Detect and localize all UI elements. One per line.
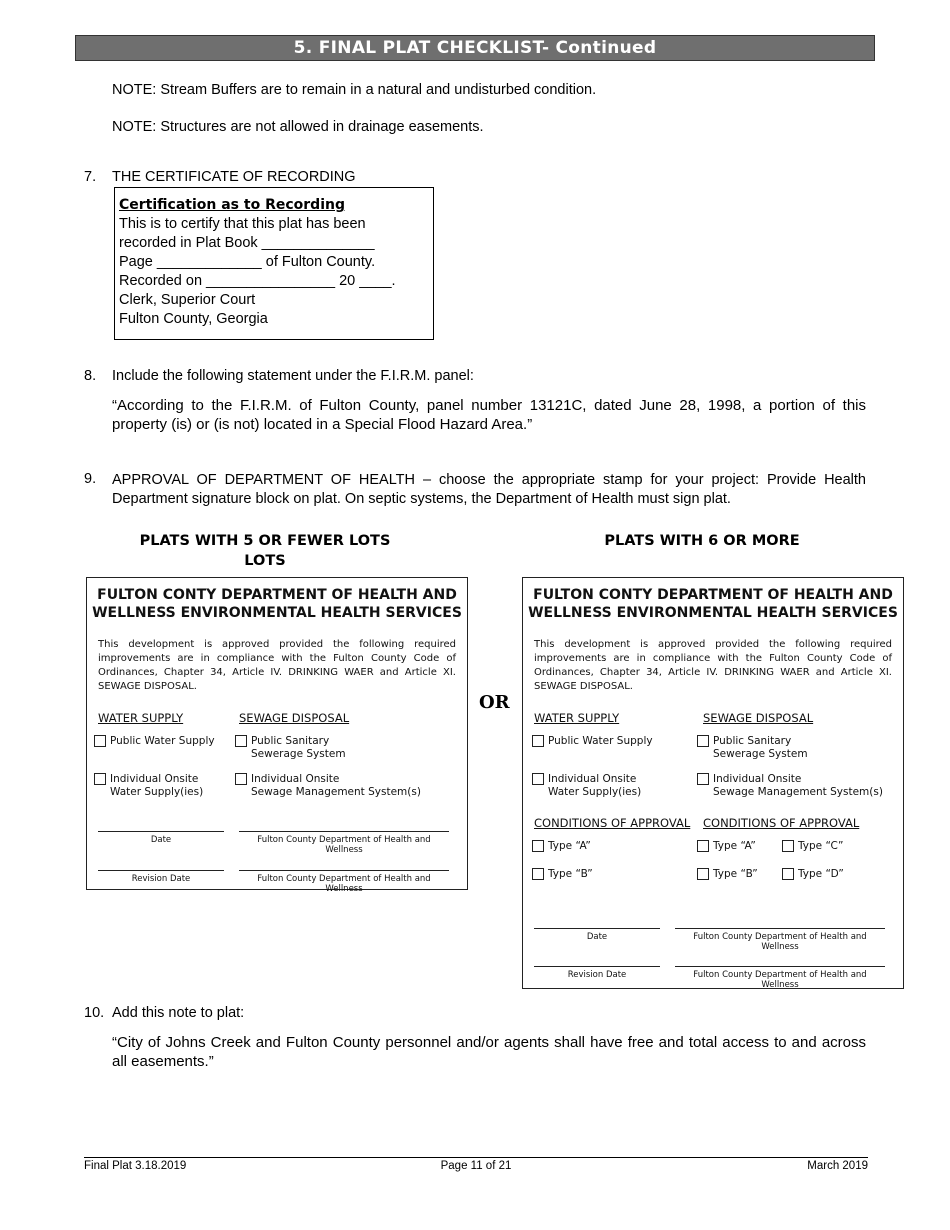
right-stamp-heading: PLATS WITH 6 OR MORE	[604, 533, 800, 549]
note-stream-buffers: NOTE: Stream Buffers are to remain in a natural and undisturbed condition.	[112, 82, 597, 98]
conditions-heading-sewage: CONDITIONS OF APPROVAL	[703, 816, 860, 830]
date-signature-line: Date	[98, 831, 224, 845]
checkbox[interactable]	[532, 735, 544, 747]
option-label-line: Individual Onsite	[548, 773, 637, 785]
page-header-bar	[75, 35, 875, 61]
option-label-line: Water Supply(ies)	[110, 786, 204, 798]
checkbox[interactable]	[697, 840, 709, 852]
option-label	[251, 735, 346, 761]
dept-signature-line: Fulton County Department of Health and Wellness	[239, 831, 449, 855]
public-sanitary-option[interactable]	[697, 735, 808, 761]
option-label-line: Sewerage System	[251, 748, 346, 760]
checkbox[interactable]	[697, 735, 709, 747]
cert-line: Recorded on ________________ 20 ____.	[119, 273, 396, 289]
item-9-text: APPROVAL OF DEPARTMENT OF HEALTH – choose the appropriate stamp for your project: Provide Health Department signature block on plat. On septic systems, the Department of Health must sign plat.	[112, 472, 866, 507]
option-label: Public Water Supply	[110, 735, 215, 747]
option-label: Type “A”	[548, 840, 591, 852]
item-8-quote: “According to the F.I.R.M. of Fulton County, panel number 13121C, dated June 28, 1998, a portion of this property (is) or (is not) located in a Special Flood Hazard Area.”	[112, 397, 866, 433]
dept-signature-line-2: Fulton County Department of Health and Wellness	[239, 870, 449, 894]
type-d-sewage-option[interactable]	[782, 868, 844, 881]
checkbox[interactable]	[532, 840, 544, 852]
type-c-sewage-option[interactable]	[782, 840, 844, 853]
cert-title: Certification as to Recording	[119, 197, 345, 213]
cert-line: Fulton County, Georgia	[119, 311, 268, 327]
option-label	[548, 773, 641, 799]
option-label-line: Individual Onsite	[713, 773, 802, 785]
item-8-heading: Include the following statement under the F.I.R.M. panel:	[112, 368, 474, 384]
individual-water-option[interactable]	[532, 773, 641, 799]
stamp-title	[523, 586, 903, 622]
sewage-disposal-heading: SEWAGE DISPOSAL	[239, 711, 350, 725]
page-title: 5. FINAL PLAT CHECKLIST- Continued	[293, 38, 657, 58]
footer-right: March 2019	[807, 1160, 868, 1172]
dept-signature-line: Fulton County Department of Health and Wellness	[675, 928, 885, 952]
stamp-body: This development is approved provided the following required improvements are in compliance with the Fulton County Code of Ordinances, Chapter 34, Article IV. DRINKING WAER and Article XI. SEWAGE DISPOSAL.	[98, 639, 456, 692]
date-signature-line: Date	[534, 928, 660, 942]
option-label-line: Sewage Management System(s)	[713, 786, 883, 798]
item-10-heading: Add this note to plat:	[112, 1005, 245, 1021]
individual-sewage-option[interactable]	[697, 773, 883, 799]
option-label-line: Individual Onsite	[110, 773, 199, 785]
checkbox[interactable]	[697, 868, 709, 880]
revision-date-line: Revision Date	[98, 870, 224, 884]
checkbox[interactable]	[782, 868, 794, 880]
checkbox[interactable]	[532, 773, 544, 785]
stamp-title-line2: WELLNESS ENVIRONMENTAL HEALTH SERVICES	[92, 605, 462, 621]
left-heading-line1: PLATS WITH 5 OR FEWER LOTS	[139, 533, 391, 549]
checkbox[interactable]	[235, 773, 247, 785]
option-label-line: Individual Onsite	[251, 773, 340, 785]
revision-date-line: Revision Date	[534, 966, 660, 980]
conditions-heading-water: CONDITIONS OF APPROVAL	[534, 816, 691, 830]
item-10-number: 10.	[84, 1005, 105, 1021]
option-label-line: Sewerage System	[713, 748, 808, 760]
option-label-line: Public Sanitary	[251, 735, 330, 747]
cert-line: recorded in Plat Book ______________	[119, 235, 375, 251]
stamp-title-line1: FULTON CONTY DEPARTMENT OF HEALTH AND	[97, 587, 457, 603]
public-water-option[interactable]	[532, 735, 653, 748]
type-b-sewage-option[interactable]	[697, 868, 758, 881]
footer-rule	[84, 1157, 868, 1158]
cert-line: Page _____________ of Fulton County.	[119, 254, 376, 270]
cert-line: Clerk, Superior Court	[119, 292, 256, 308]
option-label	[251, 773, 421, 799]
certificate-of-recording-box	[114, 187, 434, 340]
item-8-number: 8.	[84, 368, 97, 384]
water-supply-heading: WATER SUPPLY	[98, 711, 184, 725]
checkbox[interactable]	[94, 773, 106, 785]
option-label-line: Water Supply(ies)	[548, 786, 642, 798]
sewage-disposal-heading: SEWAGE DISPOSAL	[703, 711, 814, 725]
individual-water-option[interactable]	[94, 773, 203, 799]
public-water-option[interactable]	[94, 735, 215, 748]
cert-line: This is to certify that this plat has been	[119, 216, 366, 232]
item-7-heading: THE CERTIFICATE OF RECORDING	[112, 169, 356, 185]
option-label	[713, 773, 883, 799]
type-b-water-option[interactable]	[532, 868, 593, 881]
option-label: Type “D”	[798, 868, 844, 880]
option-label: Type “A”	[713, 840, 756, 852]
health-stamp-large	[522, 577, 904, 989]
stamp-title-line1: FULTON CONTY DEPARTMENT OF HEALTH AND	[533, 587, 893, 603]
item-9-number: 9.	[84, 471, 97, 487]
option-label: Public Water Supply	[548, 735, 653, 747]
left-heading-line2: LOTS	[244, 553, 286, 569]
checkbox[interactable]	[532, 868, 544, 880]
item-10-quote: “City of Johns Creek and Fulton County personnel and/or agents shall have free and total access to and across all easements.”	[112, 1034, 866, 1070]
stamp-title-line2: WELLNESS ENVIRONMENTAL HEALTH SERVICES	[528, 605, 898, 621]
footer-left: Final Plat 3.18.2019	[84, 1160, 187, 1172]
option-label: Type “B”	[713, 868, 758, 880]
public-sanitary-option[interactable]	[235, 735, 346, 761]
checkbox[interactable]	[782, 840, 794, 852]
note-structures: NOTE: Structures are not allowed in drainage easements.	[112, 119, 484, 135]
dept-signature-line-2: Fulton County Department of Health and Wellness	[675, 966, 885, 990]
option-label-line: Sewage Management System(s)	[251, 786, 421, 798]
option-label	[110, 773, 203, 799]
stamp-body: This development is approved provided the following required improvements are in compliance with the Fulton County Code of Ordinances, Chapter 34, Article IV. DRINKING WAER and Article XI. SEWAGE DISPOSAL.	[534, 639, 892, 692]
individual-sewage-option[interactable]	[235, 773, 421, 799]
item-7-number: 7.	[84, 169, 97, 185]
water-supply-heading: WATER SUPPLY	[534, 711, 620, 725]
type-a-sewage-option[interactable]	[697, 840, 756, 853]
left-stamp-heading	[110, 531, 420, 571]
option-label-line: Public Sanitary	[713, 735, 792, 747]
health-stamp-small	[86, 577, 468, 894]
stamp-title	[87, 586, 467, 622]
option-label	[713, 735, 808, 761]
checkbox[interactable]	[697, 773, 709, 785]
checkbox[interactable]	[94, 735, 106, 747]
option-label: Type “B”	[548, 868, 593, 880]
option-label: Type “C”	[798, 840, 844, 852]
type-a-water-option[interactable]	[532, 840, 591, 853]
footer-page-number: Page 11 of 21	[440, 1160, 512, 1172]
or-label: OR	[479, 692, 510, 713]
checkbox[interactable]	[235, 735, 247, 747]
